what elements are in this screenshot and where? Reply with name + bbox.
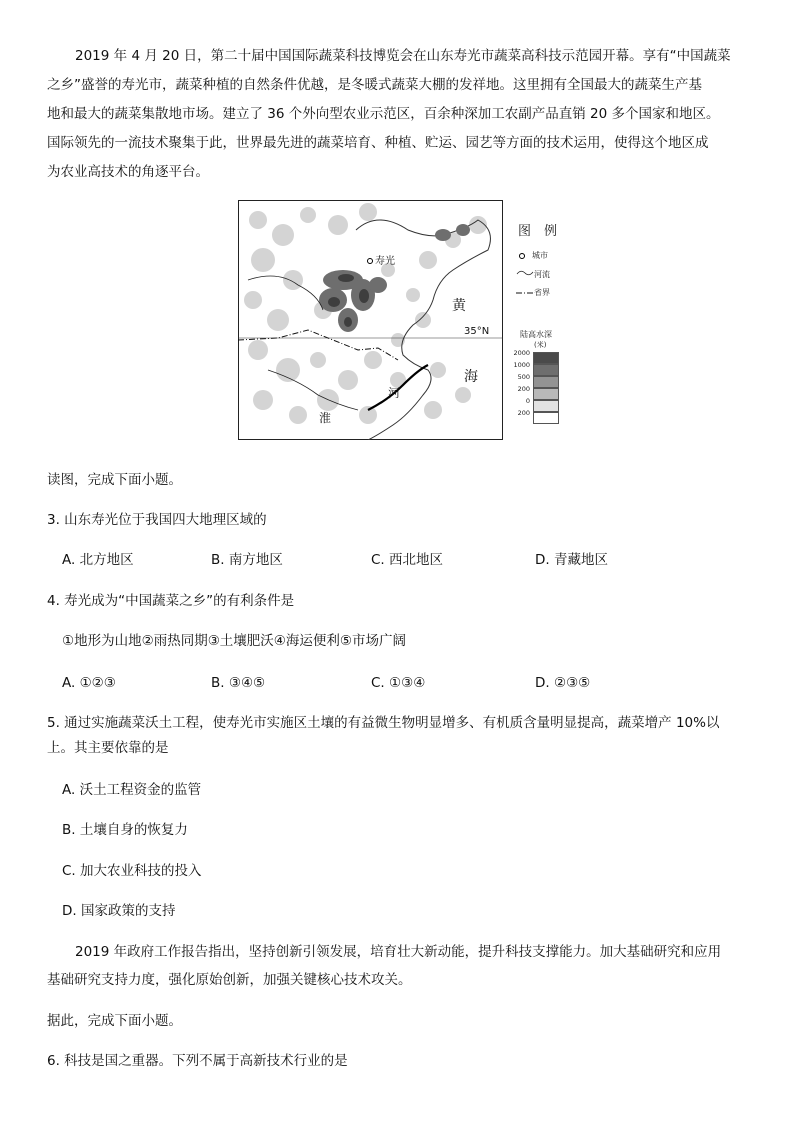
intro-line-1: 2019 年 4 月 20 日，第二十届中国国际蔬菜科技博览会在山东寿光市蔬菜高科技示范园开幕。享有“中国蔬菜	[75, 48, 731, 64]
q3-option-d[interactable]: D. 青藏地区	[535, 552, 608, 568]
q5-option-a[interactable]: A. 沃土工程资金的监管	[62, 782, 202, 798]
intro-line-2: 之乡”盛誉的寿光市，蔬菜种植的自然条件优越，是冬暖式蔬菜大棚的发祥地。这里拥有全国最大的蔬菜生产基	[47, 77, 702, 93]
elevation-tick-label: 500	[517, 373, 530, 381]
river-label-2: 河	[388, 386, 401, 400]
intro-line-3: 地和最大的蔬菜集散地市场。建立了 36 个外向型农业示范区，百余种深加工农副产品直销 20 多个国家和地区。	[47, 106, 720, 122]
q4-option-b[interactable]: B. ③④⑤	[211, 675, 266, 691]
elevation-swatch	[533, 376, 559, 388]
q5-stem-line-2: 上。其主要依靠的是	[47, 740, 169, 756]
q3-option-b[interactable]: B. 南方地区	[211, 552, 283, 568]
q5-option-d[interactable]: D. 国家政策的支持	[62, 903, 176, 919]
q5-option-b[interactable]: B. 土壤自身的恢复力	[62, 822, 188, 838]
q5-stem-line-1: 5. 通过实施蔬菜沃土工程，使寿光市实施区土壤的有益微生物明显增多、有机质含量明显提高，蔬菜增产 10%以	[47, 715, 720, 731]
city-label: 寿光	[375, 256, 395, 267]
q3-option-c[interactable]: C. 西北地区	[371, 552, 444, 568]
sea-label-2: 海	[464, 369, 478, 385]
passage2-line-2: 基础研究支持力度，强化原始创新，加强关键核心技术攻关。	[47, 972, 412, 988]
intro-line-4: 国际领先的一流技术聚集于此，世界最先进的蔬菜培育、种植、贮运、园艺等方面的技术运用，使得这个地区成	[47, 135, 709, 151]
elevation-swatch	[533, 388, 559, 400]
border-legend-icon	[516, 290, 534, 296]
legend-border: 省界	[534, 288, 550, 297]
latitude-label: 35°N	[464, 326, 490, 337]
elevation-tick-label: 1000	[513, 361, 530, 369]
city-legend-icon	[517, 251, 527, 261]
q4-option-a[interactable]: A. ①②③	[62, 675, 116, 691]
elevation-swatch	[533, 364, 559, 376]
q5-option-c[interactable]: C. 加大农业科技的投入	[62, 863, 202, 879]
elevation-swatch	[533, 400, 559, 412]
q3-stem: 3. 山东寿光位于我国四大地理区域的	[47, 512, 267, 528]
legend-title: 图 例	[518, 224, 558, 239]
intro-line-5: 为农业高技术的角逐平台。	[47, 164, 209, 180]
legend-unit: (米)	[534, 341, 547, 349]
q4-stem: 4. 寿光成为“中国蔬菜之乡”的有利条件是	[47, 593, 295, 609]
elevation-tick-label: 0	[525, 397, 530, 405]
q4-conditions: ①地形为山地②雨热同期③土壤肥沃④海运便利⑤市场广阔	[62, 633, 407, 649]
river-legend-icon	[516, 268, 534, 278]
elevation-tick-label: 200	[517, 409, 530, 417]
shandong-map	[238, 200, 503, 440]
q4-option-d[interactable]: D. ②③⑤	[535, 675, 591, 691]
q6-stem: 6. 科技是国之重器。下列不属于高新技术行业的是	[47, 1053, 348, 1069]
read-prompt-2: 据此，完成下面小题。	[47, 1013, 182, 1029]
q3-option-a[interactable]: A. 北方地区	[62, 552, 134, 568]
q4-option-c[interactable]: C. ①③④	[371, 675, 426, 691]
legend-river: 河流	[534, 270, 550, 279]
elevation-tick-label: 200	[517, 385, 530, 393]
elevation-tick-label: 2000	[513, 349, 530, 357]
elevation-scale	[508, 350, 568, 430]
elevation-swatch	[533, 412, 559, 424]
elevation-swatch	[533, 352, 559, 364]
legend-elev-title: 陆高水深	[520, 330, 552, 339]
read-prompt: 读图，完成下面小题。	[47, 472, 182, 488]
legend-city: 城市	[532, 251, 548, 260]
sea-label-1: 黄	[452, 298, 466, 314]
river-label-1: 淮	[319, 411, 332, 425]
city-marker	[368, 259, 373, 264]
passage2-line-1: 2019 年政府工作报告指出，坚持创新引领发展，培育壮大新动能，提升科技支撑能力。加大基础研究和应用	[75, 944, 722, 960]
map-legend	[508, 222, 568, 432]
